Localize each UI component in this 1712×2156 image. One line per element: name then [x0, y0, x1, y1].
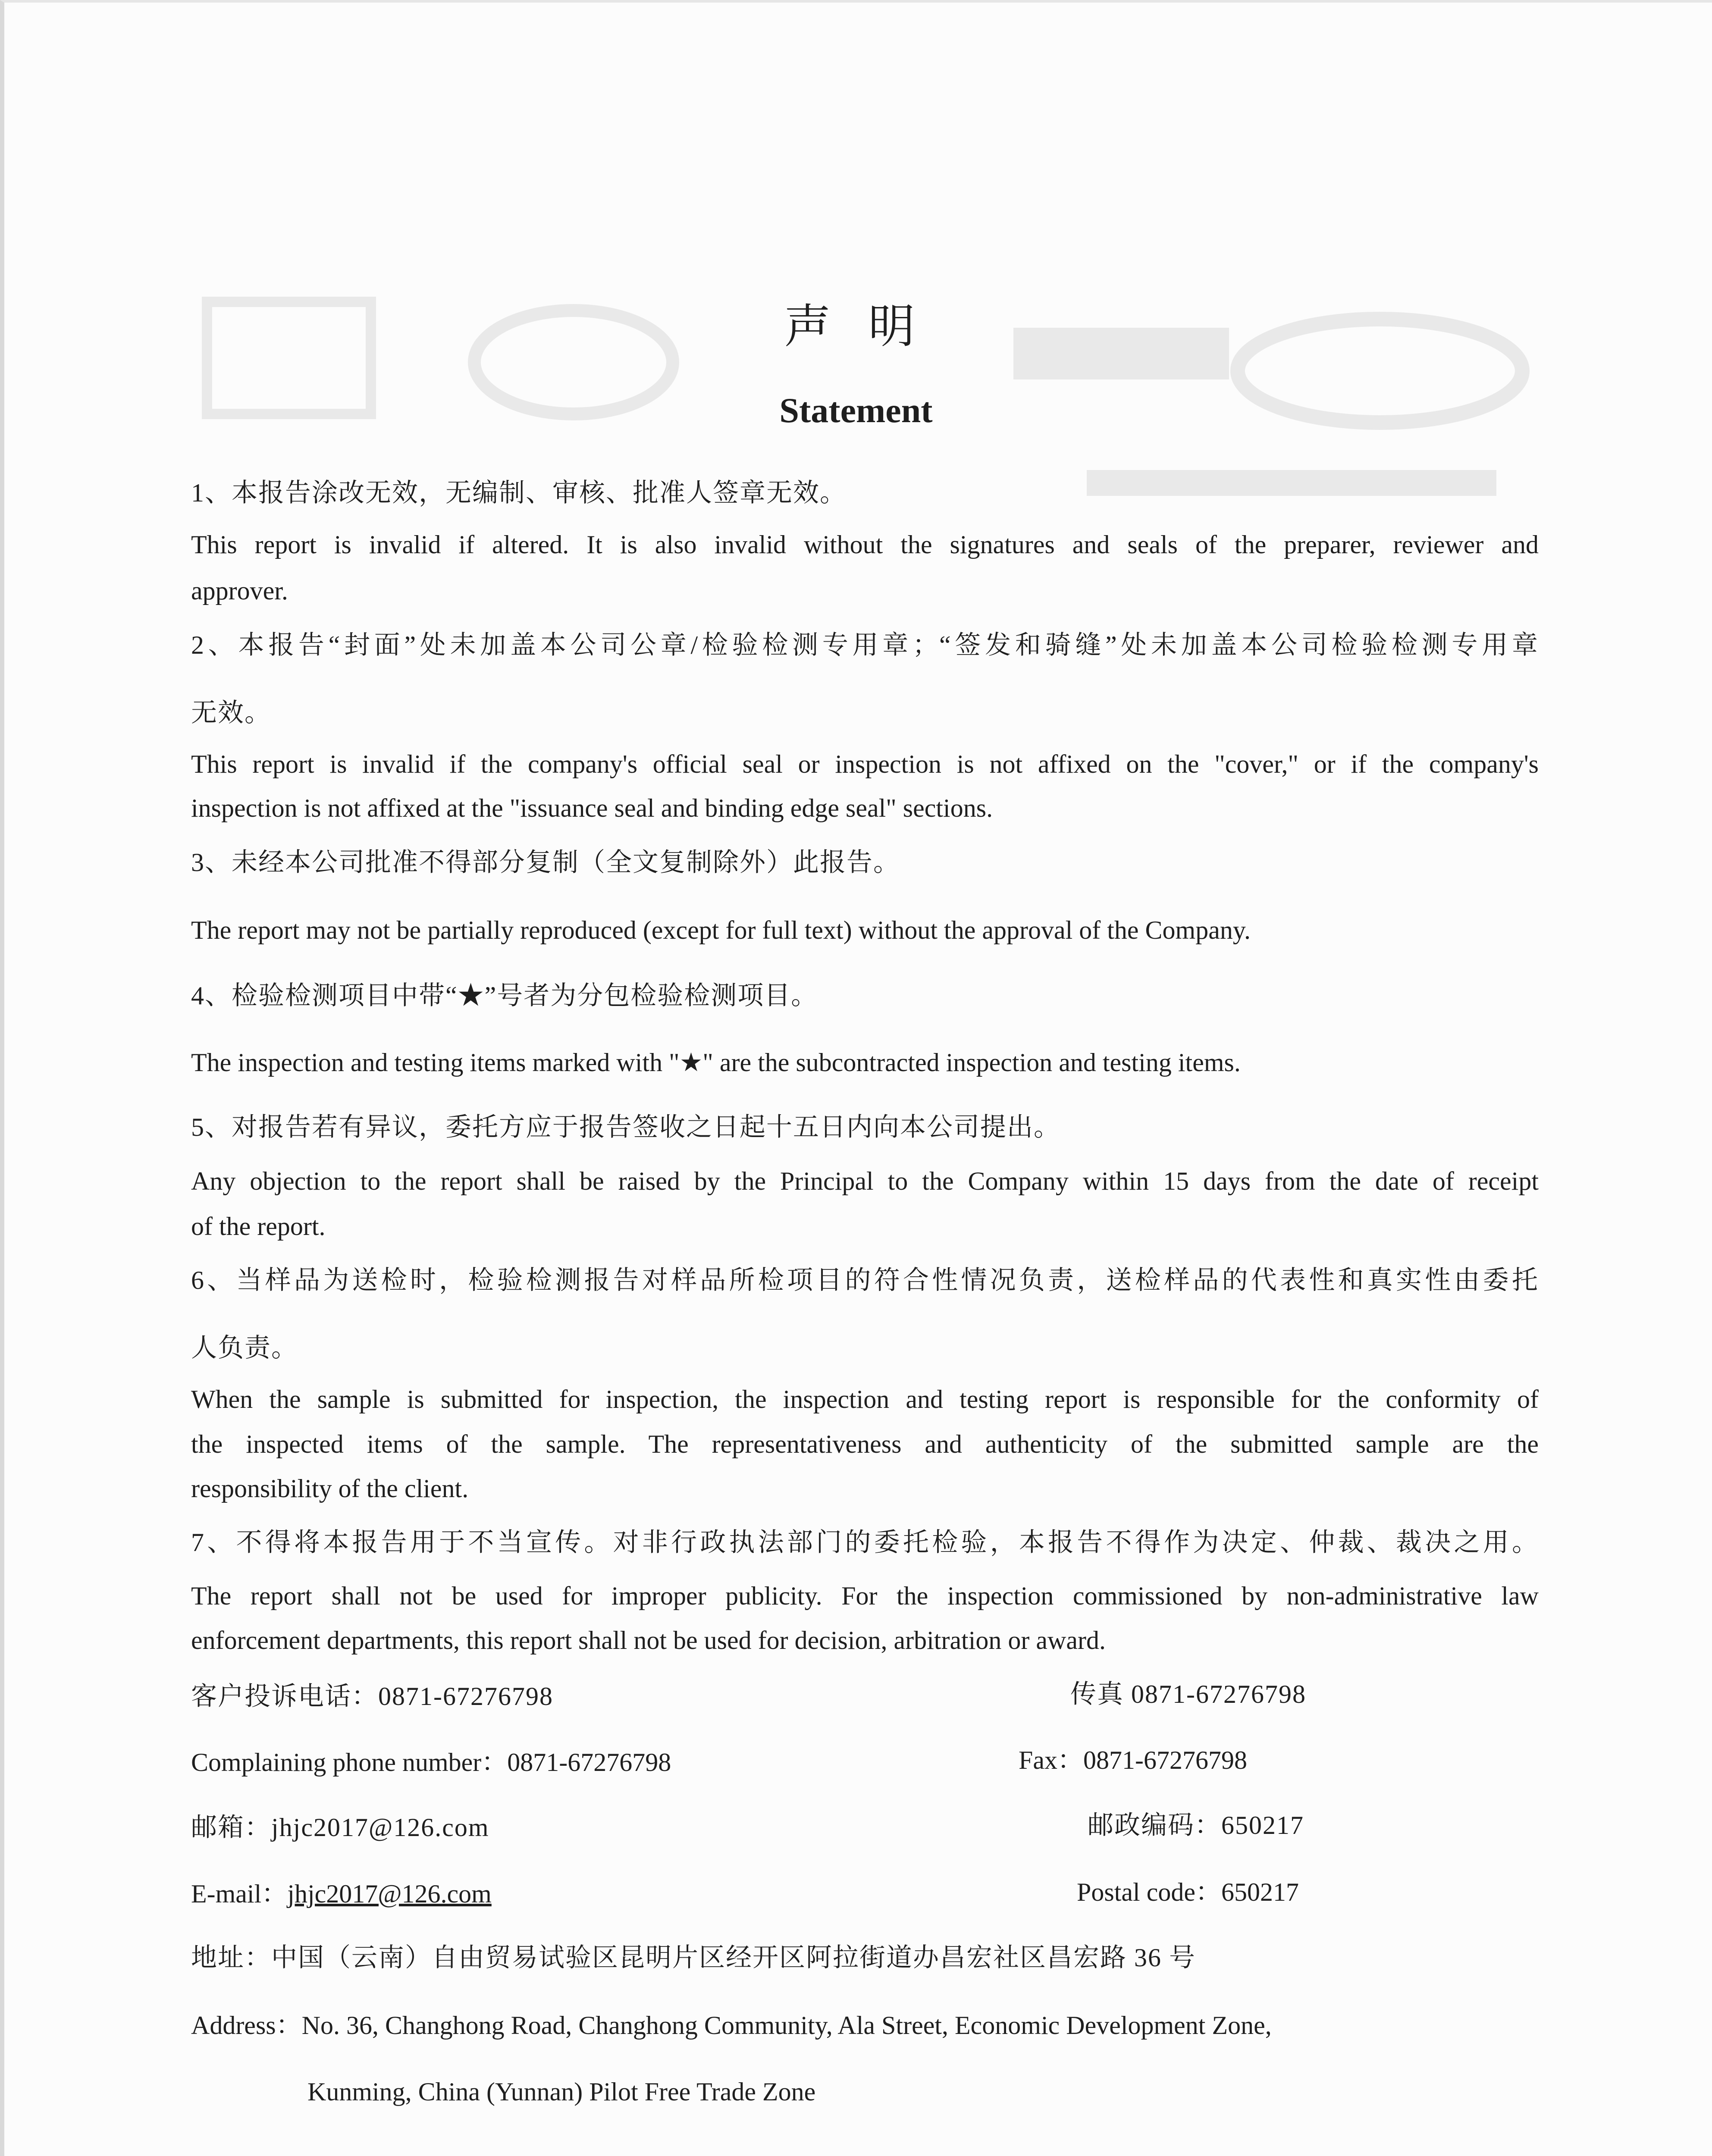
postal-code-en: Postal code：650217 [1077, 1878, 1299, 1906]
item-2-cn-line-2: 无效。 [191, 699, 271, 727]
item-4-cn: 4、检验检测项目中带“★”号者为分包检验检测项目。 [191, 981, 818, 1010]
item-7-en-line-1: The report shall not be used for improper publicity. For the inspection commissioned by non-administrative law [191, 1582, 1539, 1610]
fax-en: Fax：0871-67276798 [1019, 1746, 1247, 1774]
item-4-en-line-1: The inspection and testing items marked with "★" are the subcontracted inspection and testing items. [191, 1048, 1241, 1077]
email-en-link[interactable]: jhjc2017@126.com [287, 1880, 492, 1908]
address-en-line-2: Kunming, China (Yunnan) Pilot Free Trade Zone [307, 2078, 816, 2106]
item-6-cn-line-2: 人负责。 [191, 1334, 298, 1362]
postal-code-cn: 邮政编码：650217 [1088, 1811, 1304, 1839]
item-6-en-line-3: responsibility of the client. [191, 1474, 469, 1503]
title-english: Statement [779, 391, 933, 430]
email-en [191, 1878, 492, 1909]
item-5-en-line-2: of the report. [191, 1212, 326, 1241]
item-6-en-line-2: the inspected items of the sample. The representativeness and authenticity of the submitted sample are the [191, 1430, 1539, 1458]
address-cn: 地址：中国（云南）自由贸易试验区昆明片区经开区阿拉街道办昌宏社区昌宏路 36 号 [191, 1943, 1196, 1972]
item-5-en-line-1: Any objection to the report shall be raised by the Principal to the Company within 15 days from the date of receipt [191, 1167, 1539, 1195]
complaint-phone-en: Complaining phone number：0871-67276798 [191, 1748, 671, 1777]
item-7-en-line-2: enforcement departments, this report shall not be used for decision, arbitration or award. [191, 1626, 1106, 1655]
item-6-cn-line-1: 6、当样品为送检时，检验检测报告对样品所检项目的符合性情况负责，送检样品的代表性和真实性由委托 [191, 1266, 1539, 1294]
item-7-cn: 7、不得将本报告用于不当宣传。对非行政执法部门的委托检验，本报告不得作为决定、仲裁、裁决之用。 [191, 1528, 1539, 1557]
item-5-cn: 5、对报告若有异议，委托方应于报告签收之日起十五日内向本公司提出。 [191, 1113, 1060, 1141]
title-chinese: 声 明 [784, 301, 928, 353]
item-3-cn: 3、未经本公司批准不得部分复制（全文复制除外）此报告。 [191, 848, 900, 877]
email-cn-value: jhjc2017@126.com [271, 1813, 489, 1842]
item-2-cn-line-1: 2、本报告“封面”处未加盖本公司公章/检验检测专用章；“签发和骑缝”处未加盖本公司检验检测专用章 [191, 631, 1539, 659]
item-1-cn: 1、本报告涂改无效，无编制、审核、批准人签章无效。 [191, 479, 847, 507]
item-1-en-line-2: approver. [191, 577, 288, 605]
complaint-phone-cn: 客户投诉电话：0871-67276798 [191, 1682, 553, 1711]
email-en-label: E-mail： [191, 1880, 288, 1908]
item-2-en-line-1: This report is invalid if the company's official seal or inspection is not affixed on the "cover," or if the company's [191, 750, 1539, 778]
address-en-line-1: Address：No. 36, Changhong Road, Changhong Community, Ala Street, Economic Development Zone, [191, 2011, 1272, 2040]
item-1-en-line-1: This report is invalid if altered. It is also invalid without the signatures and seals of the preparer, reviewer and [191, 530, 1539, 559]
item-3-en-line-1: The report may not be partially reproduced (except for full text) without the approval of the Company. [191, 916, 1251, 944]
email-cn [191, 1812, 489, 1843]
email-cn-label: 邮箱： [191, 1813, 271, 1842]
item-2-en-line-2: inspection is not affixed at the "issuance seal and binding edge seal" sections. [191, 794, 993, 822]
item-6-en-line-1: When the sample is submitted for inspection, the inspection and testing report is responsible for the conformity of [191, 1385, 1539, 1413]
fax-cn: 传真 0871-67276798 [1070, 1680, 1306, 1708]
